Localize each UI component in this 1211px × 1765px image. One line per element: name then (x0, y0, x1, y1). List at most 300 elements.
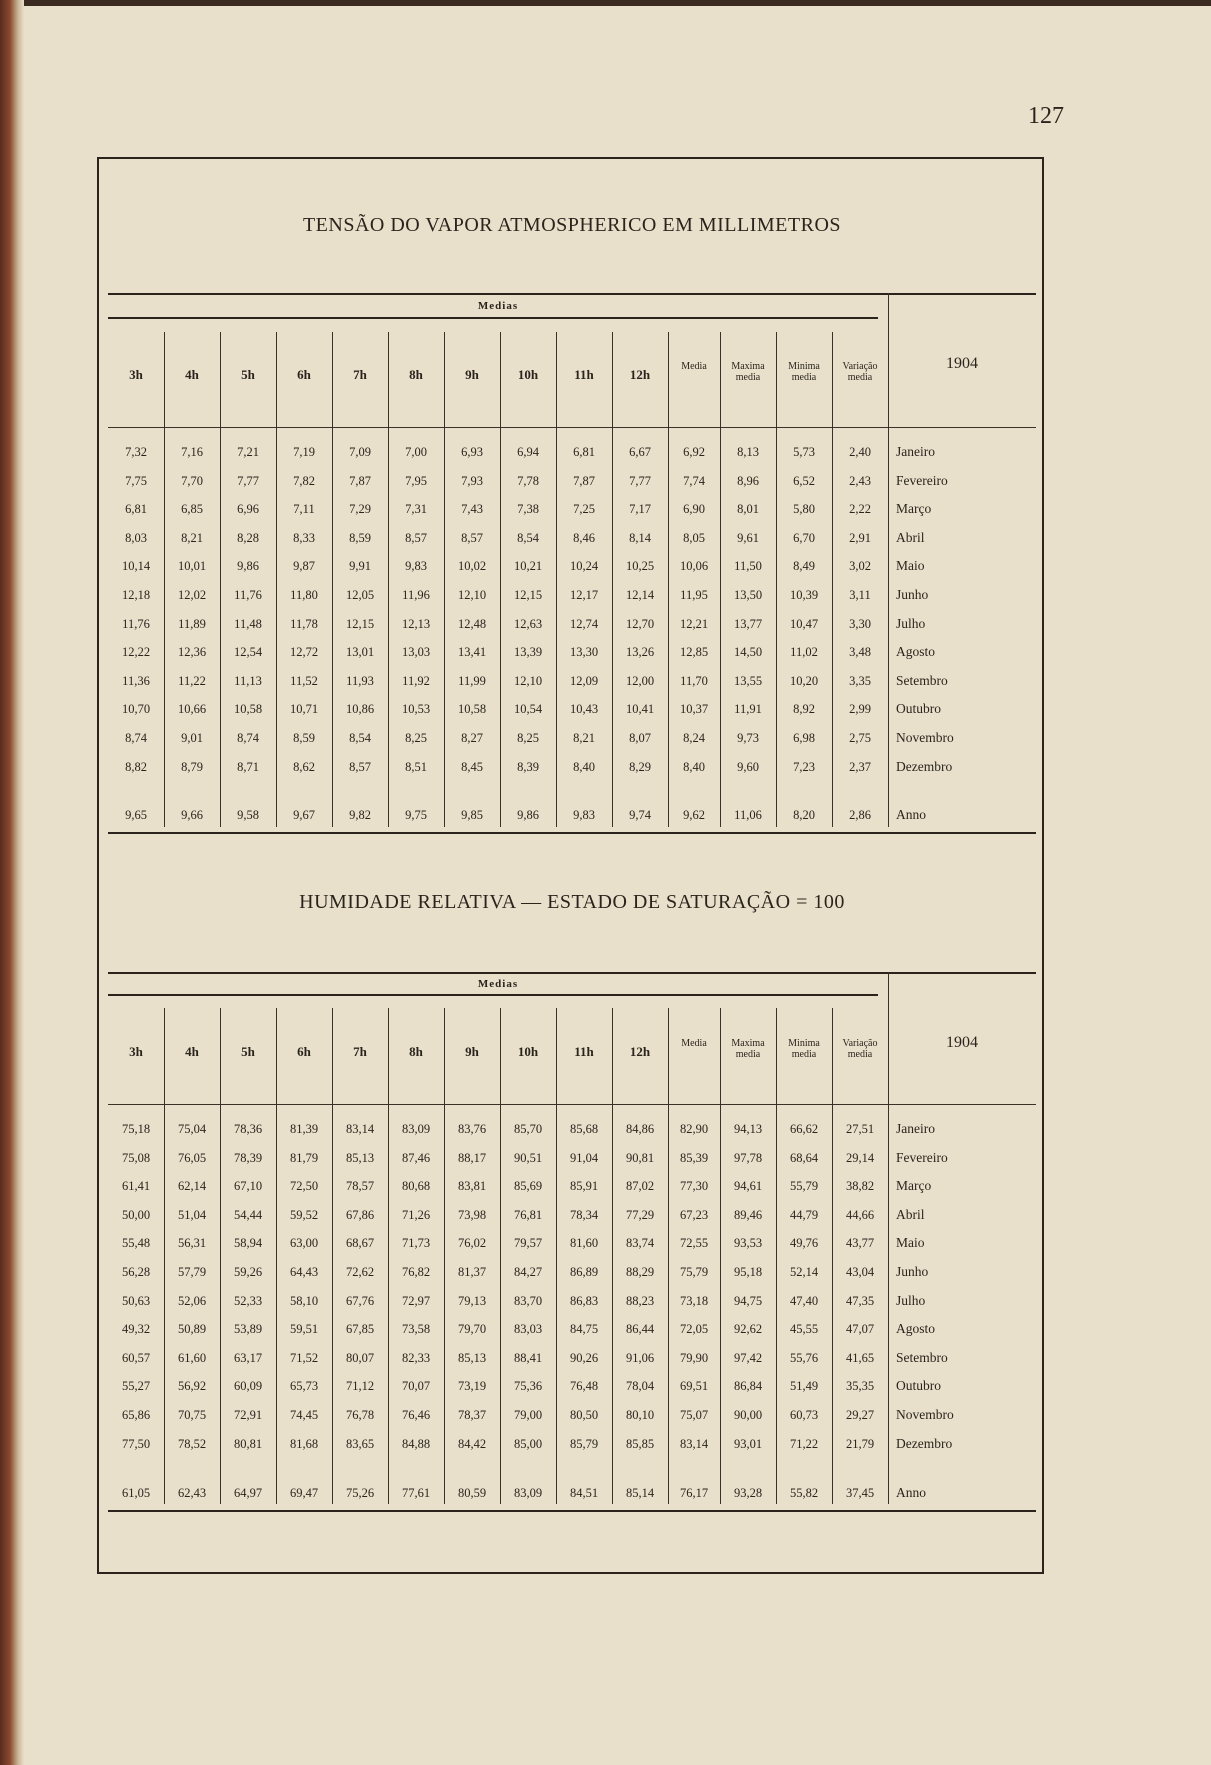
column-header-hour: 4h (185, 367, 199, 382)
data-cell: 78,57 (345, 1179, 375, 1194)
year-header-bottom-rule (889, 427, 1036, 428)
data-cell: 9,67 (293, 808, 315, 822)
data-cell: 8,46 (573, 530, 595, 545)
month-label: Agosto (896, 1321, 936, 1337)
data-cell: 8,40 (573, 759, 595, 774)
data-cell: 9,58 (237, 808, 259, 822)
data-cell: 50,63 (121, 1293, 151, 1308)
data-cell: 73,98 (457, 1207, 487, 1222)
data-cell: 9,75 (405, 808, 427, 822)
header-rule (108, 293, 1036, 295)
data-cell: 7,70 (181, 473, 203, 488)
data-cell: 80,59 (457, 1486, 487, 1500)
data-cell: 8,03 (125, 530, 147, 545)
data-cell: 74,45 (289, 1408, 319, 1422)
month-label: Janeiro (896, 444, 935, 459)
data-cell: 6,81 (125, 502, 147, 517)
column-rule (888, 1008, 889, 1504)
data-cell: 6,67 (629, 445, 651, 459)
data-cell: 90,26 (569, 1350, 599, 1365)
data-cell: 91,06 (625, 1350, 655, 1365)
year-column-rule (888, 293, 889, 332)
column-rule (832, 332, 833, 827)
data-cell: 11,99 (458, 673, 486, 688)
data-cell: 7,74 (683, 473, 705, 488)
data-cell: 44,79 (789, 1207, 819, 1222)
month-label: Dezembro (896, 758, 953, 774)
data-cell: 78,36 (233, 1122, 263, 1136)
data-cell: 76,81 (513, 1207, 543, 1222)
data-cell: 29,27 (845, 1408, 875, 1422)
data-cell: 8,49 (793, 559, 815, 574)
data-cell: 86,89 (569, 1265, 599, 1279)
data-cell: 76,82 (401, 1265, 431, 1279)
column-header-stat: Maxima media (731, 361, 765, 383)
data-cell: 9,83 (573, 808, 595, 822)
data-cell: 6,98 (793, 731, 815, 745)
table-row (108, 1289, 1036, 1313)
column-header-hour: 6h (297, 367, 311, 382)
data-cell: 11,22 (178, 673, 206, 688)
page-top-edge (0, 0, 1211, 6)
year-header-bottom-rule (889, 1104, 1036, 1105)
table-row (108, 1146, 1036, 1170)
header-bottom-rule (108, 427, 888, 428)
column-header-hour: 5h (241, 1044, 255, 1059)
data-cell: 7,31 (405, 502, 427, 517)
data-cell: 12,18 (121, 588, 151, 602)
data-cell: 10,58 (233, 702, 263, 717)
data-cell: 84,27 (513, 1265, 543, 1279)
data-cell: 8,57 (349, 759, 371, 774)
column-rule (888, 332, 889, 827)
data-cell: 2,86 (849, 808, 871, 822)
column-rule (556, 332, 557, 827)
column-rule (332, 1008, 333, 1504)
data-cell: 84,86 (625, 1122, 655, 1136)
data-cell: 67,86 (345, 1207, 375, 1222)
data-cell: 8,59 (349, 530, 371, 545)
data-cell: 71,12 (345, 1379, 375, 1394)
month-label: Outubro (896, 1378, 941, 1394)
data-cell: 81,39 (289, 1122, 319, 1136)
table-title: TENSÃO DO VAPOR ATMOSPHERICO EM MILLIMETROS (302, 214, 842, 236)
data-cell: 83,09 (401, 1122, 431, 1136)
data-cell: 58,10 (289, 1293, 319, 1308)
data-cell: 65,73 (289, 1379, 319, 1394)
data-cell: 8,40 (683, 759, 705, 774)
data-cell: 9,86 (517, 808, 539, 822)
data-cell: 12,85 (679, 645, 709, 660)
data-cell: 35,35 (845, 1379, 875, 1394)
data-cell: 80,50 (569, 1408, 599, 1422)
data-cell: 8,28 (237, 530, 259, 545)
data-cell: 12,02 (177, 588, 207, 602)
data-cell: 94,13 (733, 1122, 763, 1136)
data-cell: 93,01 (733, 1436, 763, 1451)
data-cell: 47,07 (845, 1322, 875, 1337)
month-label: Março (896, 501, 932, 517)
data-cell: 76,48 (569, 1379, 599, 1394)
data-cell: 47,35 (845, 1293, 875, 1308)
table-bottom-rule (108, 1510, 1036, 1512)
data-cell: 7,16 (181, 445, 203, 459)
group-rule (108, 317, 878, 319)
data-cell: 7,11 (293, 502, 315, 517)
column-rule (776, 1008, 777, 1504)
data-cell: 69,47 (289, 1486, 319, 1500)
data-cell: 12,70 (625, 616, 655, 631)
data-cell: 8,25 (405, 731, 427, 745)
month-label: Anno (896, 807, 926, 822)
data-cell: 3,02 (849, 559, 871, 574)
data-cell: 13,50 (733, 588, 763, 602)
data-cell: 12,10 (513, 673, 543, 688)
data-cell: 84,42 (457, 1436, 487, 1451)
data-cell: 12,09 (569, 673, 599, 688)
data-cell: 79,90 (679, 1350, 709, 1365)
data-cell: 87,02 (625, 1179, 655, 1194)
data-cell: 7,09 (349, 445, 371, 459)
data-cell: 88,41 (513, 1350, 543, 1365)
data-cell: 12,15 (513, 588, 543, 602)
data-cell: 54,44 (233, 1207, 263, 1222)
data-cell: 80,07 (345, 1350, 375, 1365)
data-cell: 8,20 (793, 808, 815, 822)
data-cell: 7,87 (349, 473, 371, 488)
table-row (108, 803, 1036, 827)
data-cell: 85,13 (345, 1150, 375, 1165)
table-row (108, 1117, 1036, 1141)
column-rule (220, 1008, 221, 1504)
data-cell: 13,26 (625, 645, 655, 660)
data-cell: 10,24 (569, 559, 599, 574)
data-cell: 62,43 (177, 1486, 207, 1500)
data-cell: 8,59 (293, 731, 315, 745)
table-row (108, 440, 1036, 464)
column-header-hour: 12h (629, 1044, 651, 1059)
data-cell: 63,17 (233, 1350, 263, 1365)
data-cell: 6,96 (237, 502, 259, 517)
data-cell: 85,39 (679, 1150, 709, 1165)
data-cell: 9,01 (181, 731, 203, 745)
book-binding-edge (0, 0, 24, 1765)
data-cell: 73,18 (679, 1293, 709, 1308)
data-cell: 6,70 (793, 530, 815, 545)
column-rule (444, 1008, 445, 1504)
data-cell: 11,70 (680, 673, 708, 688)
data-cell: 9,83 (405, 559, 427, 574)
data-cell: 85,91 (569, 1179, 599, 1194)
data-cell: 73,19 (457, 1379, 487, 1394)
data-cell: 8,07 (629, 731, 651, 745)
data-cell: 2,99 (849, 702, 871, 717)
data-cell: 2,75 (849, 731, 871, 745)
group-label-medias: Medias (477, 978, 519, 990)
data-cell: 8,54 (517, 530, 539, 545)
data-cell: 75,18 (121, 1122, 151, 1136)
data-cell: 8,24 (683, 731, 705, 745)
column-rule (668, 1008, 669, 1504)
data-cell: 88,23 (625, 1293, 655, 1308)
data-cell: 83,09 (513, 1486, 543, 1500)
table-title: HUMIDADE RELATIVA — ESTADO DE SATURAÇÃO = 100 (299, 891, 845, 913)
column-header-hour: 7h (353, 1044, 367, 1059)
data-cell: 10,20 (789, 673, 819, 688)
data-cell: 76,78 (345, 1408, 375, 1422)
data-cell: 56,92 (177, 1379, 207, 1394)
data-cell: 7,77 (629, 473, 651, 488)
column-rule (388, 1008, 389, 1504)
column-rule (720, 332, 721, 827)
data-cell: 85,85 (625, 1436, 655, 1451)
data-cell: 61,60 (177, 1350, 207, 1365)
data-cell: 43,77 (845, 1236, 875, 1251)
month-label: Outubro (896, 701, 941, 717)
data-cell: 11,92 (402, 673, 430, 688)
column-rule (720, 1008, 721, 1504)
data-cell: 10,70 (121, 702, 151, 717)
data-cell: 86,44 (625, 1322, 655, 1337)
month-label: Setembro (896, 672, 948, 688)
data-cell: 10,39 (789, 588, 819, 602)
table-bottom-rule (108, 832, 1036, 834)
data-cell: 71,22 (789, 1436, 819, 1451)
data-cell: 12,17 (569, 588, 599, 602)
data-cell: 7,95 (405, 473, 427, 488)
month-label: Agosto (896, 644, 936, 660)
data-cell: 8,29 (629, 759, 651, 774)
column-header-stat: Minima media (788, 361, 820, 383)
data-cell: 61,05 (121, 1486, 151, 1500)
data-cell: 12,00 (625, 673, 655, 688)
data-cell: 83,03 (513, 1322, 543, 1337)
data-cell: 79,70 (457, 1322, 487, 1337)
column-header-hour: 6h (297, 1044, 311, 1059)
data-cell: 83,74 (625, 1236, 655, 1251)
data-cell: 76,05 (177, 1150, 207, 1165)
data-cell: 85,68 (569, 1122, 599, 1136)
data-cell: 7,38 (517, 502, 539, 517)
data-cell: 58,94 (233, 1236, 263, 1251)
data-cell: 9,87 (293, 559, 315, 574)
data-cell: 81,79 (289, 1150, 319, 1165)
column-rule (332, 332, 333, 827)
data-cell: 2,40 (849, 445, 871, 459)
data-cell: 94,61 (733, 1179, 763, 1194)
month-label: Junho (896, 587, 929, 602)
data-cell: 11,02 (790, 645, 818, 660)
column-header-hour: 4h (185, 1044, 199, 1059)
month-label: Julho (896, 615, 926, 631)
data-cell: 7,25 (573, 502, 595, 517)
data-cell: 7,43 (461, 502, 483, 517)
data-cell: 64,43 (289, 1265, 319, 1279)
data-cell: 92,62 (733, 1322, 763, 1337)
data-cell: 9,61 (737, 530, 759, 545)
data-cell: 2,91 (849, 530, 871, 545)
data-cell: 8,62 (293, 759, 315, 774)
data-cell: 11,13 (234, 673, 262, 688)
data-cell: 11,52 (290, 673, 318, 688)
data-cell: 10,01 (177, 559, 207, 574)
data-cell: 7,21 (237, 445, 259, 459)
data-cell: 85,13 (457, 1350, 487, 1365)
month-label: Dezembro (896, 1435, 953, 1451)
data-cell: 8,54 (349, 731, 371, 745)
data-cell: 56,28 (121, 1265, 151, 1279)
data-cell: 8,21 (181, 530, 203, 545)
data-cell: 53,89 (233, 1322, 263, 1337)
data-cell: 10,54 (513, 702, 543, 717)
data-cell: 90,00 (733, 1408, 763, 1422)
data-cell: 7,77 (237, 473, 259, 488)
data-cell: 76,17 (679, 1486, 709, 1500)
data-cell: 70,07 (401, 1379, 431, 1394)
data-cell: 8,71 (237, 759, 259, 774)
data-cell: 13,55 (733, 673, 763, 688)
data-cell: 8,51 (405, 759, 427, 774)
data-cell: 3,30 (849, 616, 871, 631)
column-header-hour: 9h (465, 367, 479, 382)
data-cell: 6,52 (793, 473, 815, 488)
data-cell: 43,04 (845, 1265, 875, 1279)
data-cell: 12,48 (457, 616, 487, 631)
data-cell: 59,51 (289, 1322, 319, 1337)
column-rule (668, 332, 669, 827)
data-cell: 75,04 (177, 1122, 207, 1136)
data-cell: 94,75 (733, 1293, 763, 1308)
data-cell: 85,69 (513, 1179, 543, 1194)
month-label: Abril (896, 1206, 925, 1222)
data-cell: 85,70 (513, 1122, 543, 1136)
column-rule (276, 1008, 277, 1504)
data-cell: 11,50 (734, 559, 762, 574)
data-cell: 10,21 (513, 559, 543, 574)
data-cell: 7,00 (405, 445, 427, 459)
data-cell: 8,45 (461, 759, 483, 774)
data-cell: 71,52 (289, 1350, 319, 1365)
data-cell: 3,35 (849, 673, 871, 688)
data-cell: 50,89 (177, 1322, 207, 1337)
data-cell: 55,82 (789, 1486, 819, 1500)
column-rule (832, 1008, 833, 1504)
column-header-hour: 5h (241, 367, 255, 382)
data-cell: 86,84 (733, 1379, 763, 1394)
data-cell: 55,79 (789, 1179, 819, 1194)
data-cell: 84,75 (569, 1322, 599, 1337)
data-cell: 52,06 (177, 1293, 207, 1308)
data-cell: 81,60 (569, 1236, 599, 1251)
month-label: Anno (896, 1485, 926, 1500)
data-cell: 71,26 (401, 1207, 431, 1222)
table-row (108, 669, 1036, 693)
column-rule (556, 1008, 557, 1504)
data-cell: 79,13 (457, 1293, 487, 1308)
data-cell: 7,75 (125, 473, 147, 488)
data-cell: 67,23 (679, 1207, 709, 1222)
data-cell: 67,10 (233, 1179, 263, 1194)
data-cell: 12,13 (401, 616, 431, 631)
month-label: Julho (896, 1292, 926, 1308)
data-cell: 8,96 (737, 473, 759, 488)
data-cell: 83,81 (457, 1179, 487, 1194)
data-cell: 52,33 (233, 1293, 263, 1308)
data-cell: 14,50 (733, 645, 763, 660)
data-cell: 88,29 (625, 1265, 655, 1279)
data-cell: 67,85 (345, 1322, 375, 1337)
data-cell: 77,30 (679, 1179, 709, 1194)
table-row (108, 554, 1036, 578)
data-cell: 13,03 (401, 645, 431, 660)
data-cell: 80,81 (233, 1436, 263, 1451)
data-cell: 77,61 (401, 1486, 431, 1500)
data-cell: 12,22 (121, 645, 151, 660)
data-cell: 69,51 (679, 1379, 709, 1394)
table-row (108, 1260, 1036, 1284)
data-cell: 9,74 (629, 808, 651, 822)
data-cell: 61,41 (121, 1179, 151, 1194)
data-cell: 72,91 (233, 1408, 263, 1422)
table-row (108, 497, 1036, 521)
data-cell: 80,68 (401, 1179, 431, 1194)
table-row (108, 1203, 1036, 1227)
table-row (108, 612, 1036, 636)
month-label: Fevereiro (896, 472, 948, 488)
column-header-hour: 7h (353, 367, 367, 382)
data-cell: 6,81 (573, 445, 595, 459)
data-cell: 8,92 (793, 702, 815, 717)
table-row (108, 1231, 1036, 1255)
data-cell: 75,26 (345, 1486, 375, 1500)
data-cell: 56,31 (177, 1236, 207, 1251)
data-cell: 13,01 (345, 645, 375, 660)
data-cell: 68,67 (345, 1236, 375, 1251)
data-cell: 80,10 (625, 1408, 655, 1422)
data-cell: 8,74 (237, 731, 259, 745)
data-cell: 27,51 (845, 1122, 875, 1136)
group-label-medias: Medias (477, 300, 519, 312)
table-row (108, 755, 1036, 779)
year-header: 1904 (946, 355, 978, 372)
data-cell: 8,57 (461, 530, 483, 545)
column-header-hour: 12h (629, 367, 651, 382)
table-row (108, 583, 1036, 607)
data-cell: 12,14 (625, 588, 655, 602)
data-cell: 10,43 (569, 702, 599, 717)
column-rule (612, 1008, 613, 1504)
column-rule (220, 332, 221, 827)
data-cell: 8,57 (405, 530, 427, 545)
table-row (108, 1432, 1036, 1456)
group-rule (108, 994, 878, 996)
data-cell: 6,90 (683, 502, 705, 517)
data-cell: 8,33 (293, 530, 315, 545)
data-cell: 10,25 (625, 559, 655, 574)
data-cell: 72,05 (679, 1322, 709, 1337)
data-cell: 12,36 (177, 645, 207, 660)
data-cell: 10,14 (121, 559, 151, 574)
data-cell: 57,79 (177, 1265, 207, 1279)
data-cell: 9,73 (737, 731, 759, 745)
year-column-rule (888, 972, 889, 1008)
data-cell: 47,40 (789, 1293, 819, 1308)
data-cell: 51,04 (177, 1207, 207, 1222)
data-cell: 87,46 (401, 1150, 431, 1165)
data-cell: 12,74 (569, 616, 599, 631)
data-cell: 78,34 (569, 1207, 599, 1222)
data-cell: 8,79 (181, 759, 203, 774)
